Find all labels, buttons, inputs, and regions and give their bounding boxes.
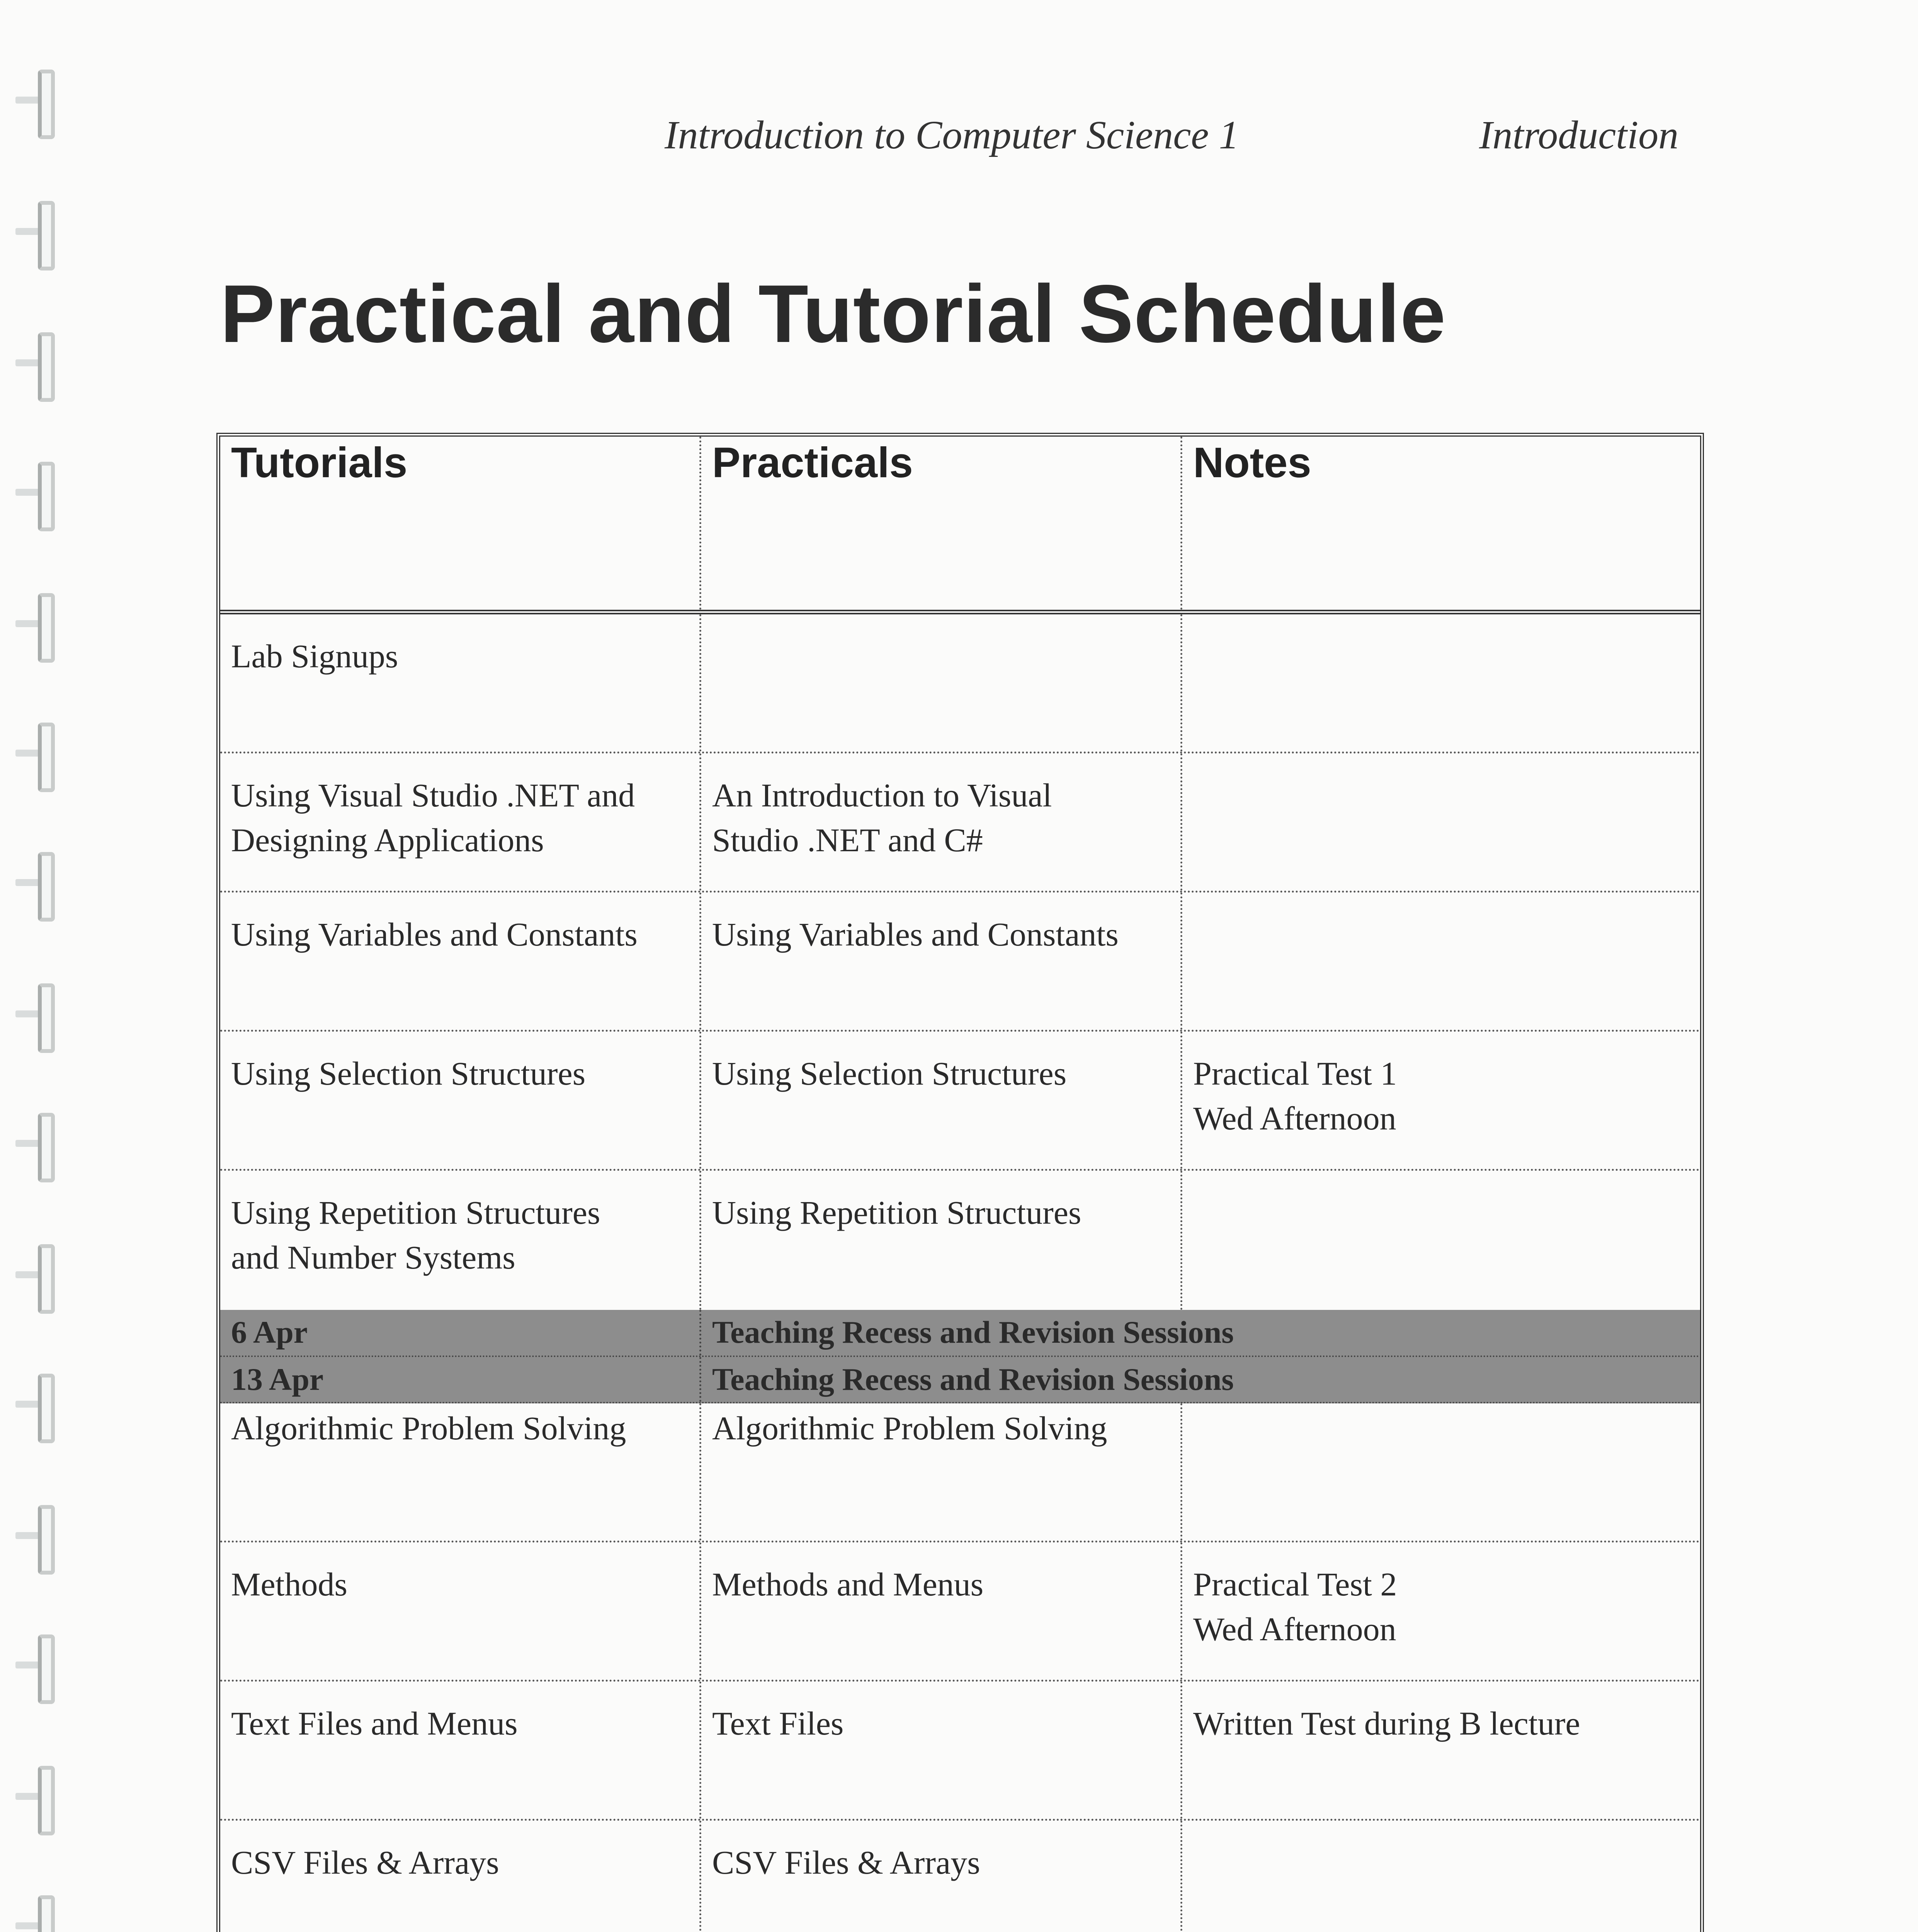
- column-header-tutorials: Tutorials: [231, 439, 408, 486]
- table-row: [220, 753, 1700, 893]
- binding-ring: [15, 1634, 58, 1708]
- running-header-course: Introduction to Computer Science 1: [665, 113, 1239, 157]
- notes-cell: [1180, 1171, 1700, 1310]
- recess-date: 6 Apr: [231, 1315, 308, 1350]
- practical-cell: CSV Files & Arrays: [699, 1821, 1180, 1932]
- page-title: Practical and Tutorial Schedule: [220, 268, 1446, 359]
- practical-cell: Algorithmic Problem Solving: [699, 1403, 1180, 1541]
- recess-row: [220, 1357, 1700, 1403]
- table-row: [220, 1682, 1700, 1821]
- tutorial-cell: CSV Files & Arrays: [231, 1844, 499, 1881]
- recess-label: Teaching Recess and Revision Sessions: [699, 1310, 1700, 1355]
- binding-ring: [15, 201, 58, 274]
- tutorial-cell: Methods: [231, 1566, 347, 1603]
- table-row: [220, 1403, 1700, 1543]
- binding-ring: [15, 852, 58, 925]
- notes-cell: [1180, 753, 1700, 891]
- notes-cell: Written Test during B lecture: [1180, 1682, 1700, 1819]
- binding-ring: [15, 1505, 58, 1578]
- table-row: [220, 1543, 1700, 1682]
- table-row: [220, 614, 1700, 753]
- tutorial-cell: Using Visual Studio .NET and Designing Applications: [231, 777, 635, 859]
- tutorial-cell: Using Repetition Structures and Number Systems: [231, 1194, 600, 1276]
- running-header-section: Introduction: [1479, 113, 1679, 157]
- notes-cell: [1180, 893, 1700, 1030]
- tutorial-cell: Lab Signups: [231, 638, 398, 675]
- binding-ring: [15, 1374, 58, 1447]
- spiral-binding: [0, 0, 62, 1932]
- tutorial-cell: Algorithmic Problem Solving: [231, 1410, 626, 1447]
- practical-cell: [699, 614, 1180, 752]
- practical-cell: Using Repetition Structures: [699, 1171, 1180, 1310]
- schedule-table: [216, 433, 1704, 1932]
- practical-cell: Using Variables and Constants: [699, 893, 1180, 1030]
- tutorial-cell: Using Variables and Constants: [231, 916, 638, 953]
- notes-cell: [1180, 1821, 1700, 1932]
- practical-cell: An Introduction to Visual Studio .NET and C#: [699, 753, 1180, 891]
- binding-ring: [15, 723, 58, 796]
- practical-cell: Text Files: [699, 1682, 1180, 1819]
- binding-ring: [15, 983, 58, 1057]
- column-header-practicals: Practicals: [699, 437, 1180, 610]
- notes-cell: Practical Test 2 Wed Afternoon: [1180, 1543, 1700, 1680]
- notes-cell: [1180, 614, 1700, 752]
- table-row: [220, 1032, 1700, 1171]
- tutorial-cell: Using Selection Structures: [231, 1055, 586, 1092]
- binding-ring: [15, 332, 58, 406]
- binding-ring: [15, 1113, 58, 1186]
- notes-cell: [1180, 1403, 1700, 1541]
- binding-ring: [15, 462, 58, 535]
- practical-cell: Using Selection Structures: [699, 1032, 1180, 1169]
- binding-ring: [15, 1244, 58, 1318]
- binding-ring: [15, 1895, 58, 1932]
- recess-date: 13 Apr: [231, 1362, 324, 1397]
- table-row: [220, 893, 1700, 1032]
- column-header-notes: Notes: [1180, 437, 1700, 610]
- binding-ring: [15, 593, 58, 667]
- binding-ring: [15, 1766, 58, 1839]
- binding-ring: [15, 70, 58, 143]
- notes-cell: Practical Test 1 Wed Afternoon: [1180, 1032, 1700, 1169]
- recess-row: [220, 1310, 1700, 1357]
- practical-cell: Methods and Menus: [699, 1543, 1180, 1680]
- table-row: [220, 1171, 1700, 1310]
- table-row: [220, 1821, 1700, 1932]
- tutorial-cell: Text Files and Menus: [231, 1705, 518, 1742]
- recess-label: Teaching Recess and Revision Sessions: [699, 1357, 1700, 1402]
- table-header-row: [220, 437, 1700, 614]
